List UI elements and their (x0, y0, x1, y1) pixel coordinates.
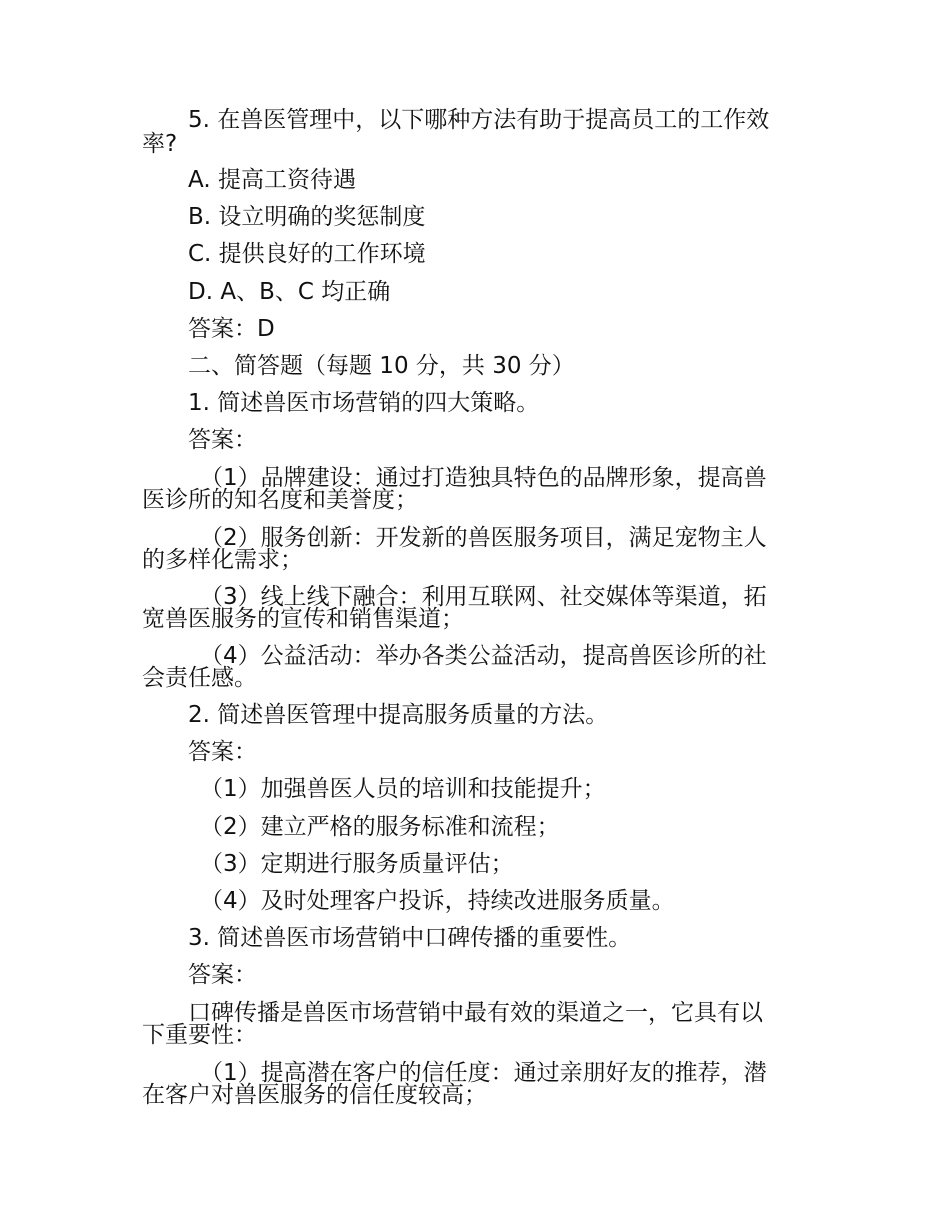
answer-label: 答案： (188, 739, 257, 765)
short-question-2: 2. 简述兽医管理中提高服务质量的方法。 (188, 702, 609, 728)
answer-item-4-line-1: （4）公益活动：举办各类公益活动，提高兽医诊所的社 (200, 643, 767, 669)
option-b: B. 设立明确的奖惩制度 (188, 204, 426, 230)
answer-item-1: （1）加强兽医人员的培训和技能提升； (200, 776, 606, 802)
answer-label: 答案： (188, 427, 257, 453)
short-question-3: 3. 简述兽医市场营销中口碑传播的重要性。 (188, 925, 632, 951)
answer-item-3-line-1: （3）线上线下融合：利用互联网、社交媒体等渠道，拓 (200, 584, 767, 610)
answer-intro-line-2: 下重要性： (142, 1022, 257, 1048)
answer-item-1-line-2: 医诊所的知名度和美誉度； (142, 487, 418, 513)
answer-item-3-line-2: 宽兽医服务的宣传和销售渠道； (142, 606, 464, 632)
answer-item-4: （4）及时处理客户投诉，持续改进服务质量。 (200, 888, 675, 914)
option-a: A. 提高工资待遇 (188, 167, 356, 193)
section-2-title: 二、简答题（每题 10 分，共 30 分） (188, 353, 575, 379)
option-c: C. 提供良好的工作环境 (188, 241, 426, 267)
answer-item-2: （2）建立严格的服务标准和流程； (200, 814, 560, 840)
answer-item-1-line-1: （1）品牌建设：通过打造独具特色的品牌形象，提高兽 (200, 465, 767, 491)
answer-item-3: （3）定期进行服务质量评估； (200, 851, 514, 877)
answer-intro-line-1: 口碑传播是兽医市场营销中最有效的渠道之一，它具有以 (188, 1000, 763, 1026)
question-5-answer: 答案：D (188, 316, 275, 342)
option-d: D. A、B、C 均正确 (188, 279, 391, 305)
answer-item-1-line-2: 在客户对兽医服务的信任度较高； (142, 1082, 487, 1108)
answer-item-1-line-1: （1）提高潜在客户的信任度：通过亲朋好友的推荐，潜 (200, 1060, 767, 1086)
answer-label: 答案： (188, 962, 257, 988)
question-5-line-2: 率? (142, 131, 178, 157)
answer-item-4-line-2: 会责任感。 (142, 665, 257, 691)
answer-item-2-line-1: （2）服务创新：开发新的兽医服务项目，满足宠物主人 (200, 525, 767, 551)
short-question-1: 1. 简述兽医市场营销的四大策略。 (188, 390, 540, 416)
question-5-line-1: 5. 在兽医管理中，以下哪种方法有助于提高员工的工作效 (188, 107, 770, 133)
answer-item-2-line-2: 的多样化需求； (142, 547, 303, 573)
